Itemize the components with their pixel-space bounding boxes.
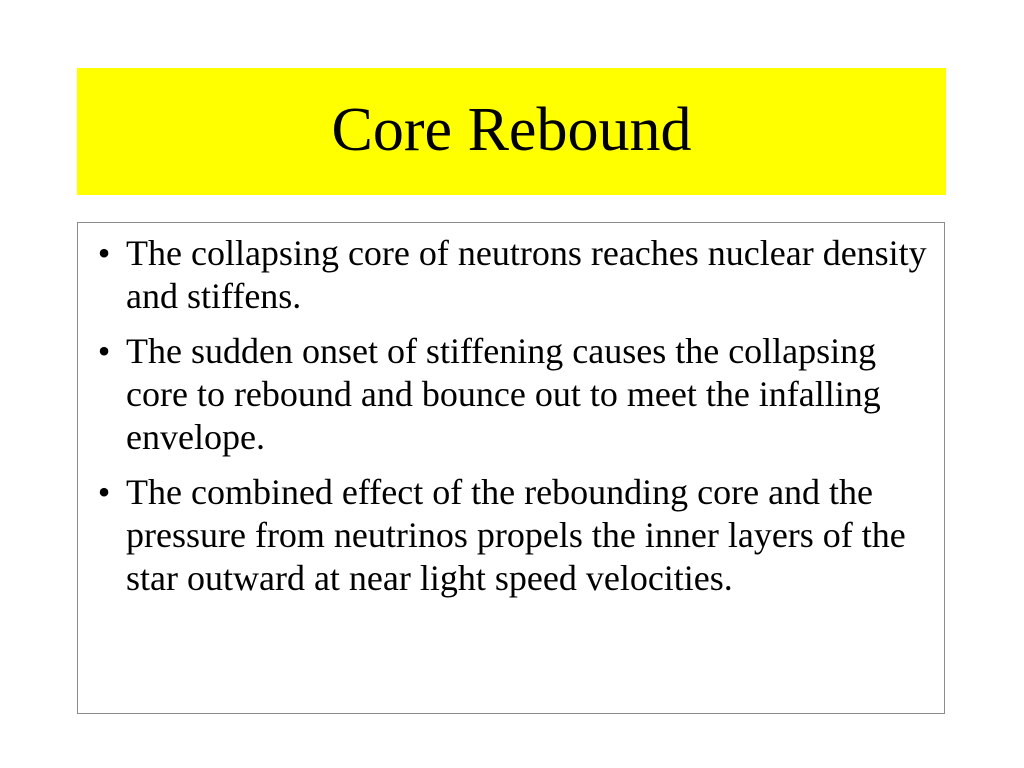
bullet-item — [88, 330, 938, 459]
slide-title: Core Rebound — [331, 95, 692, 164]
bullet-text: The sudden onset of stiffening causes the collapsing core to rebound and bounce out to meet the infalling envelope. — [126, 331, 881, 457]
bullet-text: The collapsing core of neutrons reaches nuclear density and stiffens. — [126, 233, 927, 316]
bullet-list — [88, 232, 938, 612]
bullet-item — [88, 471, 938, 600]
content-panel — [77, 222, 945, 714]
bullet-text: The combined effect of the rebounding core and the pressure from neutrinos propels the inner layers of the star outward at near light speed velocities. — [126, 472, 906, 598]
bullet-icon: • — [97, 472, 111, 512]
title-banner — [77, 68, 946, 195]
bullet-item — [88, 232, 938, 318]
bullet-icon: • — [97, 331, 111, 371]
bullet-icon: • — [97, 233, 111, 273]
